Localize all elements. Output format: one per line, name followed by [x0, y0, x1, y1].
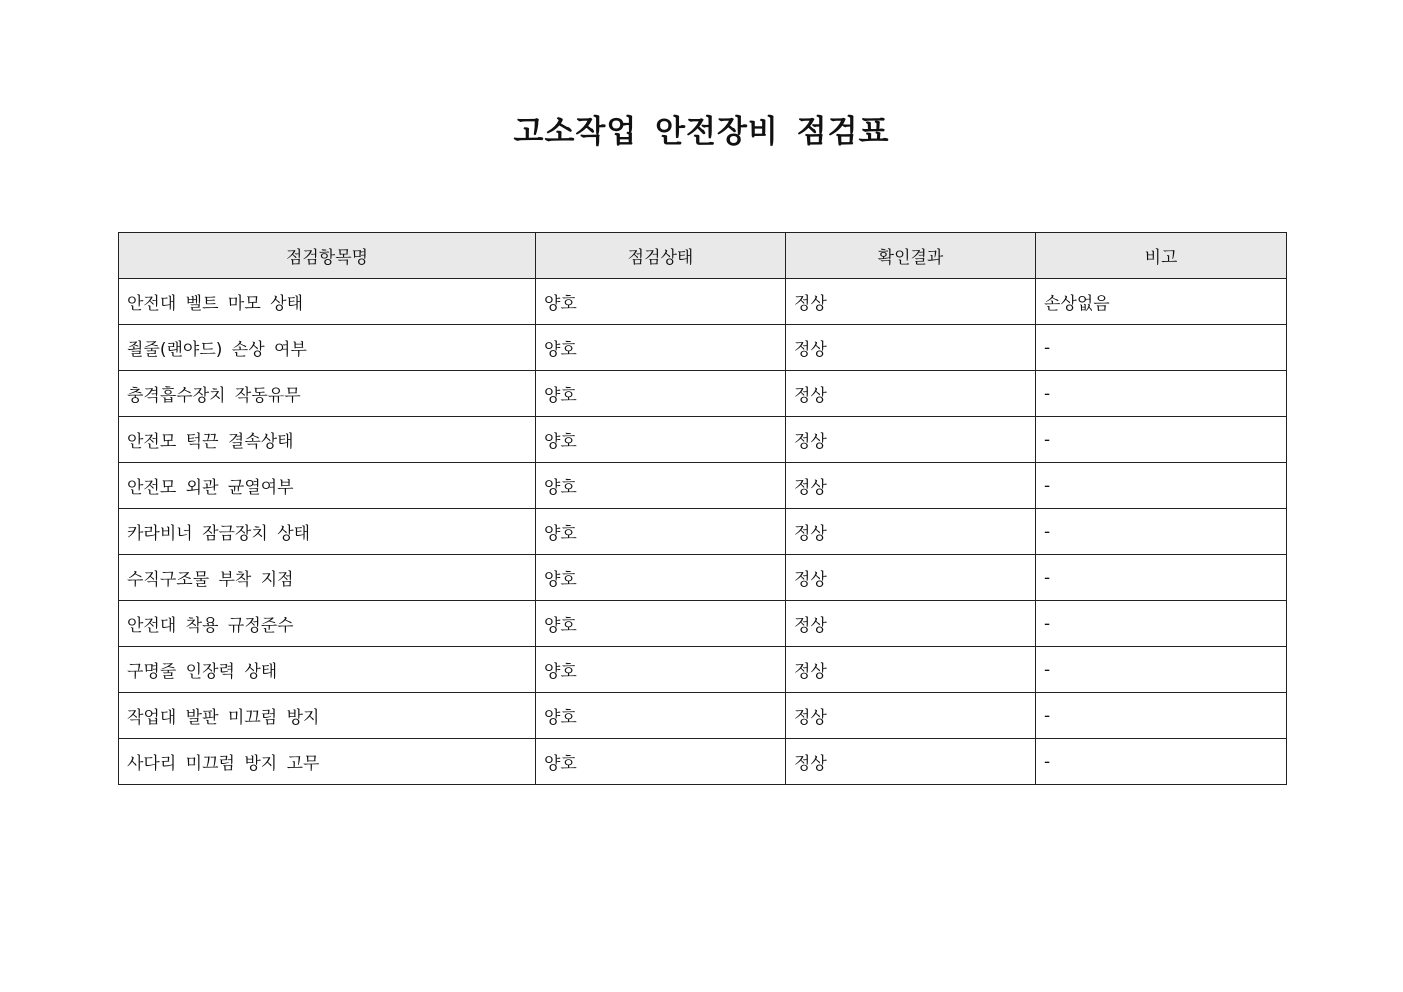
cell-check-result: 정상 [786, 739, 1036, 785]
cell-check-result: 정상 [786, 325, 1036, 371]
table-row [119, 739, 1287, 785]
cell-remarks: - [1036, 739, 1287, 785]
cell-item-name: 안전모 턱끈 결속상태 [119, 417, 536, 463]
cell-check-result: 정상 [786, 279, 1036, 325]
header-inspection-status: 점검상태 [536, 233, 786, 279]
cell-remarks: - [1036, 647, 1287, 693]
table-body [119, 279, 1287, 785]
cell-remarks: - [1036, 463, 1287, 509]
table-header-row [119, 233, 1287, 279]
cell-item-name: 사다리 미끄럼 방지 고무 [119, 739, 536, 785]
cell-inspection-status: 양호 [536, 279, 786, 325]
cell-item-name: 작업대 발판 미끄럼 방지 [119, 693, 536, 739]
table-row [119, 555, 1287, 601]
cell-inspection-status: 양호 [536, 509, 786, 555]
cell-inspection-status: 양호 [536, 463, 786, 509]
cell-inspection-status: 양호 [536, 555, 786, 601]
cell-inspection-status: 양호 [536, 371, 786, 417]
table-row [119, 371, 1287, 417]
cell-item-name: 안전대 착용 규정준수 [119, 601, 536, 647]
cell-remarks: - [1036, 555, 1287, 601]
table-row [119, 693, 1287, 739]
cell-inspection-status: 양호 [536, 693, 786, 739]
table-row [119, 509, 1287, 555]
inspection-table [118, 232, 1287, 785]
cell-check-result: 정상 [786, 647, 1036, 693]
cell-check-result: 정상 [786, 509, 1036, 555]
cell-inspection-status: 양호 [536, 601, 786, 647]
cell-remarks: - [1036, 325, 1287, 371]
header-item-name: 점검항목명 [119, 233, 536, 279]
cell-check-result: 정상 [786, 555, 1036, 601]
cell-inspection-status: 양호 [536, 647, 786, 693]
header-check-result: 확인결과 [786, 233, 1036, 279]
cell-remarks: 손상없음 [1036, 279, 1287, 325]
cell-remarks: - [1036, 417, 1287, 463]
cell-check-result: 정상 [786, 371, 1036, 417]
cell-remarks: - [1036, 693, 1287, 739]
cell-inspection-status: 양호 [536, 417, 786, 463]
cell-check-result: 정상 [786, 463, 1036, 509]
document-title: 고소작업 안전장비 점검표 [513, 114, 890, 150]
cell-remarks: - [1036, 371, 1287, 417]
cell-check-result: 정상 [786, 601, 1036, 647]
cell-item-name: 안전모 외관 균열여부 [119, 463, 536, 509]
cell-inspection-status: 양호 [536, 739, 786, 785]
cell-item-name: 죌줄(랜야드) 손상 여부 [119, 325, 536, 371]
cell-inspection-status: 양호 [536, 325, 786, 371]
cell-check-result: 정상 [786, 417, 1036, 463]
table-row [119, 601, 1287, 647]
cell-item-name: 안전대 벨트 마모 상태 [119, 279, 536, 325]
table-row [119, 417, 1287, 463]
table-row [119, 325, 1287, 371]
cell-remarks: - [1036, 509, 1287, 555]
header-remarks: 비고 [1036, 233, 1287, 279]
cell-item-name: 수직구조물 부착 지점 [119, 555, 536, 601]
cell-item-name: 카라비너 잠금장치 상태 [119, 509, 536, 555]
table-row [119, 647, 1287, 693]
cell-remarks: - [1036, 601, 1287, 647]
table-row [119, 463, 1287, 509]
cell-item-name: 구명줄 인장력 상태 [119, 647, 536, 693]
table-row [119, 279, 1287, 325]
cell-item-name: 충격흡수장치 작동유무 [119, 371, 536, 417]
cell-check-result: 정상 [786, 693, 1036, 739]
